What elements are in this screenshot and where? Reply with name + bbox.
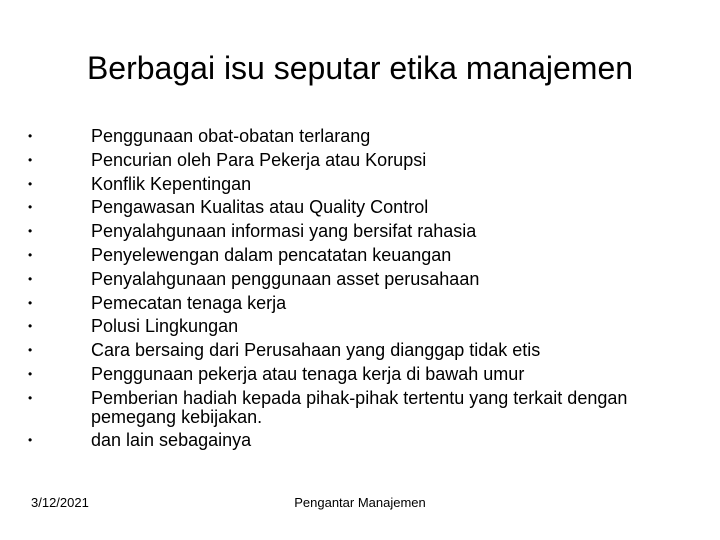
list-item bbox=[28, 245, 688, 266]
bullet-icon: • bbox=[28, 200, 33, 215]
list-item bbox=[28, 340, 688, 361]
list-item-text: Polusi Lingkungan bbox=[91, 316, 239, 337]
bullet-icon: • bbox=[28, 129, 33, 143]
bullet-icon: • bbox=[28, 319, 33, 334]
list-item bbox=[28, 293, 688, 314]
list-item-text: Penggunaan obat-obatan terlarang bbox=[91, 126, 371, 146]
list-item-text: Penggunaan pekerja atau tenaga kerja di bawah umur bbox=[91, 363, 525, 384]
bullet-icon: • bbox=[28, 295, 33, 310]
list-item bbox=[28, 126, 688, 147]
list-item-text: Cara bersaing dari Perusahaan yang dianggap tidak etis bbox=[91, 340, 541, 361]
list-item bbox=[28, 221, 688, 242]
list-item-text: Pemecatan tenaga kerja bbox=[91, 292, 287, 313]
bullet-icon: • bbox=[28, 366, 33, 381]
bullet-icon: • bbox=[28, 271, 33, 286]
list-item bbox=[28, 316, 688, 337]
bullet-icon: • bbox=[28, 224, 33, 239]
bullet-list bbox=[28, 126, 688, 453]
list-item bbox=[28, 174, 688, 195]
list-item bbox=[28, 430, 688, 451]
list-item-text: Penyalahgunaan informasi yang bersifat rahasia bbox=[91, 221, 477, 242]
list-item-text: Pemberian hadiah kepada pihak-pihak tertentu yang terkait dengan pemegang kebijakan. bbox=[91, 387, 628, 427]
footer-date: 3/12/2021 bbox=[31, 495, 89, 510]
bullet-icon: • bbox=[28, 343, 33, 358]
bullet-icon: • bbox=[28, 176, 33, 191]
footer-title: Pengantar Manajemen bbox=[294, 495, 426, 510]
list-item bbox=[28, 388, 688, 427]
list-item-text: Pencurian oleh Para Pekerja atau Korupsi bbox=[91, 149, 427, 170]
list-item-text: Penyelewengan dalam pencatatan keuangan bbox=[91, 244, 452, 265]
list-item bbox=[28, 150, 688, 171]
list-item-text: Penyalahgunaan penggunaan asset perusahaan bbox=[91, 268, 480, 289]
list-item bbox=[28, 197, 688, 218]
list-item-text: Konflik Kepentingan bbox=[91, 173, 252, 194]
list-item bbox=[28, 364, 688, 385]
bullet-icon: • bbox=[28, 432, 33, 447]
bullet-icon: • bbox=[28, 152, 33, 167]
list-item-text: dan lain sebagainya bbox=[91, 429, 252, 450]
list-item bbox=[28, 269, 688, 290]
list-item-text: Pengawasan Kualitas atau Quality Control bbox=[91, 197, 429, 218]
slide-title: Berbagai isu seputar etika manajemen bbox=[86, 50, 634, 86]
bullet-icon: • bbox=[28, 247, 33, 262]
bullet-icon: • bbox=[28, 390, 33, 405]
